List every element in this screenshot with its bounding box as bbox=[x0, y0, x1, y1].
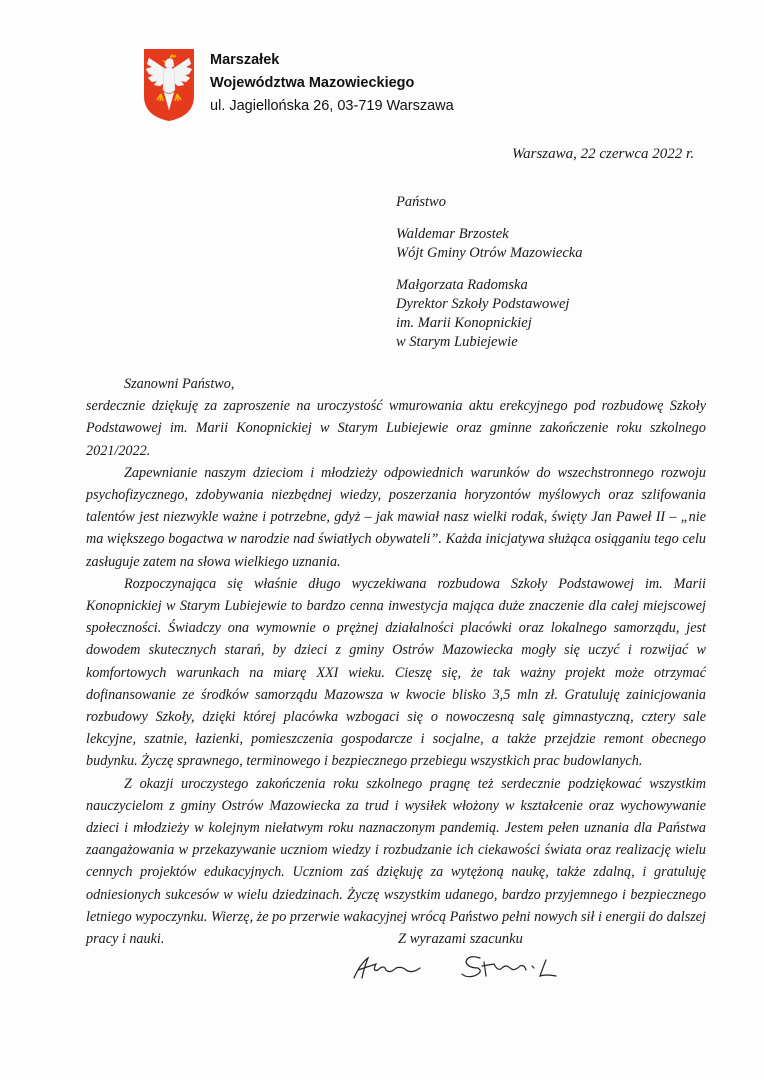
recipients-salutation: Państwo bbox=[396, 194, 446, 210]
letter-body bbox=[86, 373, 706, 950]
body-paragraph: Zapewnianie naszym dzieciom i młodzieży odpowiednich warunków do wszechstronnego rozwoju psychofizycznego, zdobywania niezbędnej wiedzy, poszerzania horyzontów myślowych oraz szlifowania talentów jest niezwykle ważne i potrzebne, gdyż – jak mawiał nasz wielki rodak, święty Jan Paweł II – „nie ma większego bogactwa w narodzie nad światłych obywateli”. Każda inicjatywa służąca osiąganiu tego celu zasługuje zatem na słowa wielkiego uznania. bbox=[86, 464, 706, 570]
recipient-block bbox=[396, 225, 582, 263]
recipients bbox=[396, 193, 582, 365]
recipient-name: Małgorzata Radomska bbox=[396, 277, 528, 293]
recipient-position: w Starym Lubiejewie bbox=[396, 334, 518, 350]
letter-date: Warszawa, 22 czerwca 2022 r. bbox=[512, 146, 694, 162]
sender-header bbox=[210, 49, 454, 118]
recipient-position: Wójt Gminy Otrów Mazowiecka bbox=[396, 245, 583, 261]
sender-title: Marszałek bbox=[210, 52, 280, 68]
handwritten-signature-icon bbox=[350, 950, 580, 982]
body-paragraph: Rozpoczynająca się właśnie długo wyczekiwana rozbudowa Szkoły Podstawowej im. Marii Konopnickiej w Starym Lubiejewie to bardzo cenna inwestycja mająca duże znaczenie dla całej miejscowej społeczności. Świadczy ona wymownie o prężnej działalności placówki oraz lokalnego samorządu, jest dowodem skutecznych starań, by dzieci z gminy Ostrów Mazowiecka mogły się uczyć i rozwijać w komfortowych warunkach na miarę XXI wieku. Cieszę się, że tak ważny projekt może otrzymać dofinansowanie ze środków samorządu Mazowsza w kwocie blisko 3,5 mln zł. Gratuluję zainicjowania rozbudowy Szkoły, dzięki której placówka wzbogaci się o nowoczesną salę gimnastyczną, cztery sale lekcyjne, szatnie, łazienki, pomieszczenia gospodarcze i socjalne, a także przejdzie remont obecnego budynku. Życzę sprawnego, terminowego i bezpiecznego przebiegu wszystkich prac budowlanych. bbox=[86, 575, 706, 770]
mazovia-eagle-crest-icon bbox=[143, 48, 195, 122]
recipient-name: Waldemar Brzostek bbox=[396, 226, 509, 242]
recipient-block bbox=[396, 276, 582, 352]
body-paragraph: serdecznie dziękuję za zaproszenie na uroczystość wmurowania aktu erekcyjnego pod rozbudowę Szkoły Podstawowej im. Marii Konopnickiej w Starym Lubiejewie oraz gminne zakończenie roku szkolnego 2021/2022. bbox=[86, 398, 706, 459]
greeting: Szanowni Państwo, bbox=[124, 376, 235, 392]
sender-office: Województwa Mazowieckiego bbox=[210, 75, 415, 91]
closing-phrase: Z wyrazami szacunku bbox=[398, 931, 523, 947]
recipient-position: Dyrektor Szkoły Podstawowej bbox=[396, 296, 570, 312]
body-paragraph: Z okazji uroczystego zakończenia roku szkolnego pragnę też serdecznie podziękować wszystkim nauczycielom z gminy Ostrów Mazowiecka za trud i wysiłek włożony w kształcenie oraz wychowywanie dzieci i młodzieży w kolejnym niełatwym roku naznaczonym pandemią. Jestem pełen uznania dla Państwa zaangażowania w przekazywanie uczniom wiedzy i rozbudzanie ich ciekawości świata oraz realizację wielu cennych projektów edukacyjnych. Uczniom zaś dziękuję za wytężoną naukę, także zdalną, i gratuluję odniesionych sukcesów w wielu dziedzinach. Życzę wszystkim udanego, bardzo przyjemnego i bezpiecznego letniego wypoczynku. Wierzę, że po przerwie wakacyjnej wrócą Państwo pełni nowych sił i energii do dalszej pracy i nauki. bbox=[86, 775, 706, 948]
recipient-position: im. Marii Konopnickiej bbox=[396, 315, 532, 331]
sender-address: ul. Jagiellońska 26, 03-719 Warszawa bbox=[210, 98, 454, 114]
